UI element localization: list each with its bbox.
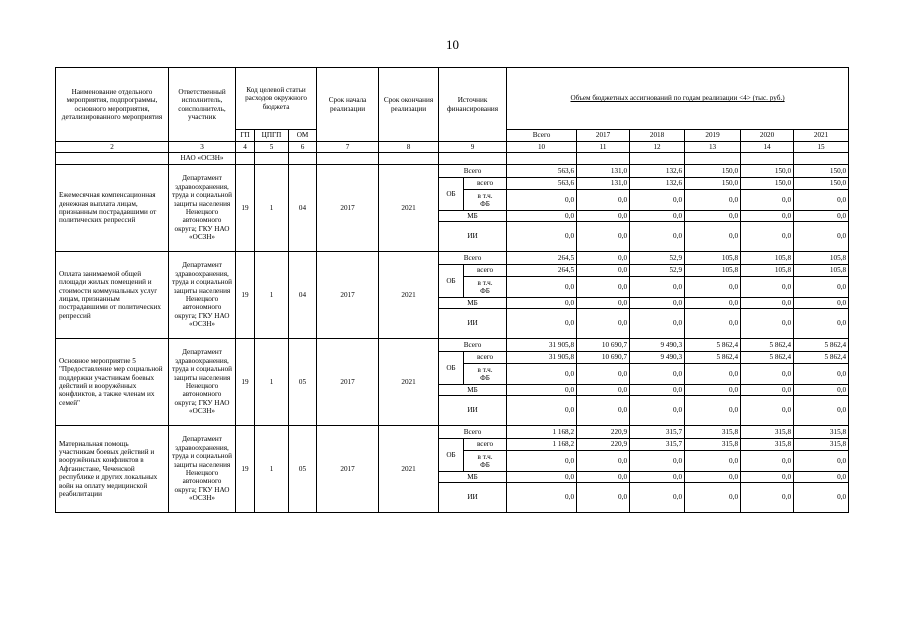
budget-value: 132,6: [630, 178, 685, 190]
budget-value: 315,8: [741, 439, 794, 451]
header-year: 2019: [685, 130, 741, 142]
code-om: 05: [289, 426, 317, 513]
budget-value: 105,8: [794, 265, 849, 277]
budget-value: 5 862,4: [794, 352, 849, 364]
end-year: 2021: [379, 339, 439, 426]
budget-value: 0,0: [507, 364, 577, 385]
column-number: 15: [794, 142, 849, 153]
header-source: Источник финансирования: [439, 68, 507, 142]
budget-value: 0,0: [577, 385, 630, 396]
header-ptsp: ЦПГП: [255, 130, 289, 142]
column-number: 3: [169, 142, 236, 153]
source-ob-label: ОБ: [439, 352, 464, 385]
code-gp: 19: [236, 165, 255, 252]
budget-value: 0,0: [630, 364, 685, 385]
end-year: 2021: [379, 252, 439, 339]
budget-value: 9 490,3: [630, 339, 685, 352]
budget-value: 264,5: [507, 252, 577, 265]
budget-value: 0,0: [794, 309, 849, 339]
budget-value: 0,0: [685, 222, 741, 252]
budget-value: 0,0: [685, 396, 741, 426]
source-ob-label: ОБ: [439, 439, 464, 472]
responsible-executor: Департамент здравоохранения, труда и социальной защиты населения Ненецкого автономного округа; ГКУ НАО «ОСЗН»: [169, 426, 236, 513]
header-year: 2021: [794, 130, 849, 142]
budget-value: 5 862,4: [685, 339, 741, 352]
source-total-label: Всего: [439, 426, 507, 439]
budget-value: 0,0: [794, 472, 849, 483]
responsible-executor: Департамент здравоохранения, труда и социальной защиты населения Ненецкого автономного округа; ГКУ НАО «ОСЗН»: [169, 165, 236, 252]
budget-value: 315,7: [630, 439, 685, 451]
header-responsible: Ответственный исполнитель, соисполнитель, участник: [169, 68, 236, 142]
incl-label: в т.ч.: [477, 452, 493, 461]
carryover-row: [56, 153, 849, 165]
budget-value: 0,0: [577, 364, 630, 385]
budget-value: 563,6: [507, 165, 577, 178]
budget-value: 0,0: [577, 252, 630, 265]
column-number: 14: [741, 142, 794, 153]
source-fb-label: [464, 190, 507, 211]
budget-value: 150,0: [794, 178, 849, 190]
header-year: 2017: [577, 130, 630, 142]
budget-value: 0,0: [685, 483, 741, 513]
budget-value: 131,0: [577, 165, 630, 178]
budget-value: 0,0: [794, 396, 849, 426]
budget-value: 105,8: [685, 265, 741, 277]
code-gp: 19: [236, 339, 255, 426]
table-row: [56, 252, 849, 265]
measure-name: Оплата занимаемой общей площади жилых помещений и стоимости коммунальных услуг лицам, признанным пострадавшими от политических репрессий: [56, 252, 169, 339]
fb-label: ФБ: [480, 374, 490, 382]
budget-value: 220,9: [577, 439, 630, 451]
budget-value: 264,5: [507, 265, 577, 277]
incl-label: в т.ч.: [477, 191, 493, 200]
header-start: Срок начала реализации: [317, 68, 379, 142]
header-volume: Объем бюджетных ассигнований по годам реализации <4> (тыс. руб.): [507, 68, 849, 130]
header-total: Всего: [507, 130, 577, 142]
budget-table: [55, 67, 849, 513]
carryover-empty: [56, 153, 169, 165]
budget-value: 31 905,8: [507, 339, 577, 352]
end-year: 2021: [379, 426, 439, 513]
table-row: [56, 339, 849, 352]
budget-value: 0,0: [630, 396, 685, 426]
budget-value: 0,0: [741, 483, 794, 513]
column-number: 5: [255, 142, 289, 153]
budget-value: 5 862,4: [685, 352, 741, 364]
budget-value: 0,0: [685, 309, 741, 339]
code-om: 04: [289, 165, 317, 252]
budget-value: 0,0: [507, 298, 577, 309]
budget-value: 31 905,8: [507, 352, 577, 364]
budget-value: 0,0: [507, 222, 577, 252]
budget-value: 315,7: [630, 426, 685, 439]
budget-value: 0,0: [794, 483, 849, 513]
budget-value: 0,0: [507, 211, 577, 222]
budget-value: 315,8: [794, 439, 849, 451]
budget-value: 0,0: [741, 472, 794, 483]
source-ii-label: ИИ: [439, 483, 507, 513]
responsible-executor: Департамент здравоохранения, труда и социальной защиты населения Ненецкого автономного округа; ГКУ НАО «ОСЗН»: [169, 252, 236, 339]
budget-value: 131,0: [577, 178, 630, 190]
budget-value: 105,8: [685, 252, 741, 265]
budget-value: 5 862,4: [741, 352, 794, 364]
budget-value: 315,8: [794, 426, 849, 439]
budget-value: 0,0: [741, 309, 794, 339]
budget-value: 0,0: [794, 385, 849, 396]
budget-value: 0,0: [630, 309, 685, 339]
budget-value: 0,0: [794, 222, 849, 252]
code-ptsp: 1: [255, 252, 289, 339]
start-year: 2017: [317, 252, 379, 339]
budget-value: 10 690,7: [577, 339, 630, 352]
budget-value: 1 168,2: [507, 439, 577, 451]
budget-value: 0,0: [685, 364, 741, 385]
source-ob-total-label: всего: [464, 265, 507, 277]
fb-label: ФБ: [480, 461, 490, 469]
start-year: 2017: [317, 339, 379, 426]
start-year: 2017: [317, 165, 379, 252]
column-number-row: [56, 142, 849, 153]
budget-value: 0,0: [794, 190, 849, 211]
column-number: 9: [439, 142, 507, 153]
budget-value: 0,0: [630, 298, 685, 309]
budget-value: 0,0: [741, 211, 794, 222]
budget-value: 0,0: [577, 483, 630, 513]
budget-value: 0,0: [741, 451, 794, 472]
budget-value: 105,8: [794, 252, 849, 265]
budget-value: 52,9: [630, 252, 685, 265]
budget-value: 0,0: [685, 190, 741, 211]
measure-name: Материальная помощь участникам боевых действий и вооружённых конфликтов в Афганистане, Чеченской республике и других локальных войн на оплату медицинской реабилитации: [56, 426, 169, 513]
budget-value: 0,0: [741, 364, 794, 385]
budget-value: 5 862,4: [741, 339, 794, 352]
column-number: 11: [577, 142, 630, 153]
budget-value: 0,0: [630, 385, 685, 396]
measure-name: Основное мероприятие 5 "Предоставление мер социальной поддержки участникам боевых действий и вооружённых конфликтов, а также членам их семей": [56, 339, 169, 426]
source-mb-label: МБ: [439, 298, 507, 309]
budget-value: 150,0: [741, 165, 794, 178]
budget-value: 0,0: [630, 277, 685, 298]
budget-value: 0,0: [577, 451, 630, 472]
column-number: 12: [630, 142, 685, 153]
budget-value: 0,0: [794, 211, 849, 222]
budget-value: 0,0: [741, 385, 794, 396]
budget-value: 315,8: [685, 439, 741, 451]
budget-value: 0,0: [685, 451, 741, 472]
header-end: Срок окончания реализации: [379, 68, 439, 142]
budget-value: 0,0: [630, 190, 685, 211]
budget-value: 150,0: [794, 165, 849, 178]
budget-value: 0,0: [577, 211, 630, 222]
budget-value: 5 862,4: [794, 339, 849, 352]
budget-value: 0,0: [630, 483, 685, 513]
budget-value: 0,0: [507, 451, 577, 472]
source-fb-label: [464, 277, 507, 298]
source-total-label: Всего: [439, 339, 507, 352]
header-name: Наименование отдельного мероприятия, подпрограммы, основного мероприятия, детализированного мероприятия: [56, 68, 169, 142]
end-year: 2021: [379, 165, 439, 252]
budget-value: 0,0: [794, 298, 849, 309]
code-ptsp: 1: [255, 165, 289, 252]
budget-value: 52,9: [630, 265, 685, 277]
budget-value: 220,9: [577, 426, 630, 439]
budget-value: 0,0: [507, 190, 577, 211]
source-ob-label: ОБ: [439, 265, 464, 298]
source-ii-label: ИИ: [439, 396, 507, 426]
header-gp: ГП: [236, 130, 255, 142]
budget-value: 0,0: [741, 277, 794, 298]
code-gp: 19: [236, 252, 255, 339]
budget-value: 0,0: [630, 472, 685, 483]
measure-name: Ежемесячная компенсационная денежная выплата лицам, признанным пострадавшими от политических репрессий: [56, 165, 169, 252]
source-ii-label: ИИ: [439, 222, 507, 252]
budget-value: 0,0: [577, 309, 630, 339]
budget-value: 0,0: [630, 451, 685, 472]
source-ob-total-label: всего: [464, 439, 507, 451]
budget-value: 0,0: [577, 472, 630, 483]
budget-value: 150,0: [685, 178, 741, 190]
source-ob-total-label: всего: [464, 178, 507, 190]
code-ptsp: 1: [255, 426, 289, 513]
budget-value: 315,8: [685, 426, 741, 439]
budget-value: 0,0: [685, 277, 741, 298]
budget-value: 1 168,2: [507, 426, 577, 439]
budget-value: 0,0: [794, 277, 849, 298]
table-row: [56, 426, 849, 439]
source-mb-label: МБ: [439, 472, 507, 483]
budget-value: 0,0: [507, 396, 577, 426]
table-body: [56, 68, 849, 513]
budget-value: 0,0: [741, 396, 794, 426]
header-row: [56, 68, 849, 130]
start-year: 2017: [317, 426, 379, 513]
budget-value: 10 690,7: [577, 352, 630, 364]
budget-value: 0,0: [630, 211, 685, 222]
code-om: 05: [289, 339, 317, 426]
fb-label: ФБ: [480, 200, 490, 208]
source-total-label: Всего: [439, 165, 507, 178]
budget-value: 0,0: [685, 211, 741, 222]
budget-value: 0,0: [794, 364, 849, 385]
budget-value: 0,0: [741, 222, 794, 252]
page-number: 10: [446, 37, 459, 52]
budget-value: 105,8: [741, 265, 794, 277]
budget-value: 0,0: [507, 309, 577, 339]
budget-value: 9 490,3: [630, 352, 685, 364]
incl-label: в т.ч.: [477, 365, 493, 374]
source-total-label: Всего: [439, 252, 507, 265]
budget-value: 0,0: [507, 483, 577, 513]
budget-value: 0,0: [507, 385, 577, 396]
column-number: 10: [507, 142, 577, 153]
budget-value: 0,0: [741, 298, 794, 309]
budget-value: 0,0: [577, 277, 630, 298]
budget-value: 0,0: [577, 396, 630, 426]
header-om: ОМ: [289, 130, 317, 142]
budget-value: 150,0: [685, 165, 741, 178]
table-row: [56, 165, 849, 178]
budget-value: 0,0: [685, 298, 741, 309]
budget-value: 563,6: [507, 178, 577, 190]
header-code: Код целевой статьи расходов окружного бюджета: [236, 68, 317, 130]
incl-label: в т.ч.: [477, 278, 493, 287]
budget-value: 0,0: [741, 190, 794, 211]
source-ii-label: ИИ: [439, 309, 507, 339]
carryover-text: НАО «ОСЗН»: [169, 153, 236, 165]
source-mb-label: МБ: [439, 385, 507, 396]
budget-value: 0,0: [685, 472, 741, 483]
budget-value: 315,8: [741, 426, 794, 439]
header-year: 2020: [741, 130, 794, 142]
fb-label: ФБ: [480, 287, 490, 295]
responsible-executor: Департамент здравоохранения, труда и социальной защиты населения Ненецкого автономного округа; ГКУ НАО «ОСЗН»: [169, 339, 236, 426]
source-ob-total-label: всего: [464, 352, 507, 364]
column-number: 4: [236, 142, 255, 153]
budget-value: 105,8: [741, 252, 794, 265]
source-ob-label: ОБ: [439, 178, 464, 211]
budget-value: 0,0: [577, 265, 630, 277]
source-fb-label: [464, 364, 507, 385]
column-number: 8: [379, 142, 439, 153]
column-number: 13: [685, 142, 741, 153]
budget-value: 132,6: [630, 165, 685, 178]
budget-value: 0,0: [577, 298, 630, 309]
source-mb-label: МБ: [439, 211, 507, 222]
column-number: 2: [56, 142, 169, 153]
budget-value: 0,0: [794, 451, 849, 472]
code-om: 04: [289, 252, 317, 339]
source-fb-label: [464, 451, 507, 472]
budget-value: 150,0: [741, 178, 794, 190]
column-number: 7: [317, 142, 379, 153]
budget-value: 0,0: [507, 277, 577, 298]
budget-value: 0,0: [507, 472, 577, 483]
header-year: 2018: [630, 130, 685, 142]
code-ptsp: 1: [255, 339, 289, 426]
budget-value: 0,0: [577, 190, 630, 211]
budget-value: 0,0: [577, 222, 630, 252]
column-number: 6: [289, 142, 317, 153]
budget-value: 0,0: [630, 222, 685, 252]
budget-value: 0,0: [685, 385, 741, 396]
code-gp: 19: [236, 426, 255, 513]
